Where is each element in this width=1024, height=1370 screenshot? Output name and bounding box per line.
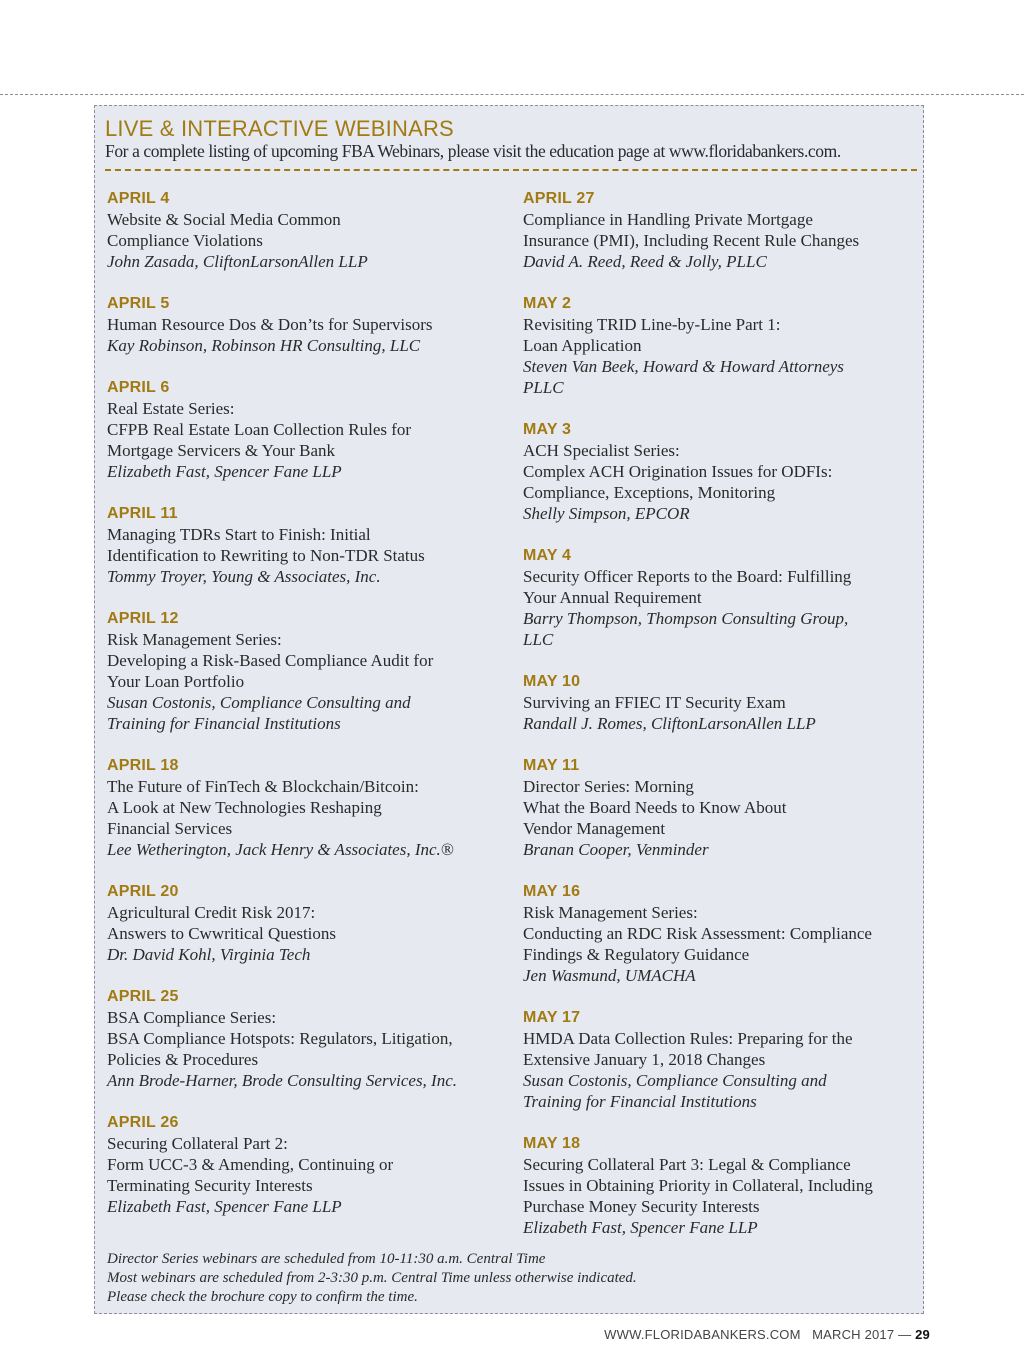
webinar-date: APRIL 25 [107,988,179,1005]
schedule-notes [107,1250,637,1307]
webinar-presenter: Susan Costonis, Compliance Consulting and [107,693,411,712]
webinar-date: APRIL 12 [107,610,179,627]
webinar-date: APRIL 18 [107,757,179,774]
webinar-date: APRIL 6 [107,379,170,396]
webinar-title-line: Financial Services [107,819,233,838]
webinar-entry [523,1007,923,1112]
webinar-entry [107,293,507,356]
webinar-title-line: A Look at New Technologies Reshaping [107,798,382,817]
webinar-date: APRIL 5 [107,295,170,312]
webinar-title-line: Loan Application [523,336,642,355]
webinar-title-line: Securing Collateral Part 2: [107,1134,288,1153]
webinar-title-line: Website & Social Media Common [107,210,341,229]
webinar-title-line: Identification to Rewriting to Non-TDR Status [107,546,425,565]
events-column-left [107,188,507,1238]
webinar-presenter: PLLC [523,378,564,397]
webinar-date: MAY 2 [523,295,572,312]
webinar-title-line: Security Officer Reports to the Board: Fulfilling [523,567,852,586]
webinar-title-line: Conducting an RDC Risk Assessment: Compliance [523,924,872,943]
webinar-presenter: Jen Wasmund, UMACHA [523,966,696,985]
panel-title: LIVE & INTERACTIVE WEBINARS [105,116,454,141]
webinar-entry [107,377,507,482]
webinar-title-line: Your Annual Requirement [523,588,702,607]
webinar-entry [107,755,507,860]
webinar-presenter: LLC [523,630,554,649]
webinar-presenter: Elizabeth Fast, Spencer Fane LLP [523,1218,758,1237]
webinar-title-line: Form UCC-3 & Amending, Continuing or [107,1155,394,1174]
webinar-presenter: Shelly Simpson, EPCOR [523,504,690,523]
webinar-title-line: Managing TDRs Start to Finish: Initial [107,525,371,544]
webinar-title-line: Compliance Violations [107,231,263,250]
webinar-date: MAY 10 [523,673,581,690]
webinar-date: APRIL 11 [107,505,178,522]
webinar-entry [107,503,507,587]
webinar-date: APRIL 27 [523,190,595,207]
webinar-date: MAY 16 [523,883,581,900]
footer-site: WWW.FLORIDABANKERS.COM [604,1327,801,1342]
events-column-right [523,188,923,1259]
webinar-title-line: Compliance in Handling Private Mortgage [523,210,813,229]
webinar-title-line: Vendor Management [523,819,666,838]
webinar-presenter: Randall J. Romes, CliftonLarsonAllen LLP [523,714,816,733]
page-footer [604,1327,930,1342]
webinar-presenter: Elizabeth Fast, Spencer Fane LLP [107,462,342,481]
webinar-title-line: Answers to Cwwritical Questions [107,924,337,943]
webinar-entry [107,1112,507,1217]
webinar-title-line: Risk Management Series: [107,630,282,649]
webinar-presenter: Lee Wetherington, Jack Henry & Associates, Inc.® [107,840,454,859]
webinar-title-line: CFPB Real Estate Loan Collection Rules for [107,420,412,439]
top-dashed-rule [0,94,1024,95]
webinar-title-line: Insurance (PMI), Including Recent Rule Changes [523,231,860,250]
webinar-title-line: What the Board Needs to Know About [523,798,787,817]
webinar-presenter: Tommy Troyer, Young & Associates, Inc. [107,567,381,586]
webinar-title-line: Securing Collateral Part 3: Legal & Compliance [523,1155,851,1174]
webinar-title-line: Purchase Money Security Interests [523,1197,760,1216]
webinar-entry [523,293,923,398]
webinar-title-line: Director Series: Morning [523,777,694,796]
webinar-title-line: Developing a Risk-Based Compliance Audit for [107,651,434,670]
footer-issue: MARCH 2017 — [812,1327,912,1342]
webinar-entry [107,188,507,272]
webinar-title-line: Compliance, Exceptions, Monitoring [523,483,776,502]
webinar-title-line: BSA Compliance Hotspots: Regulators, Litigation, [107,1029,453,1048]
webinar-date: MAY 3 [523,421,572,438]
webinar-entry [523,545,923,650]
webinar-title-line: Mortgage Servicers & Your Bank [107,441,336,460]
schedule-note: Director Series webinars are scheduled from 10-11:30 a.m. Central Time [107,1251,546,1267]
webinar-entry [523,188,923,272]
panel-divider [105,169,917,171]
webinar-presenter: Kay Robinson, Robinson HR Consulting, LLC [107,336,421,355]
webinar-presenter: Training for Financial Institutions [523,1092,757,1111]
webinar-title-line: The Future of FinTech & Blockchain/Bitcoin: [107,777,419,796]
webinar-entry [523,755,923,860]
webinar-presenter: Barry Thompson, Thompson Consulting Group, [523,609,849,628]
webinar-title-line: Human Resource Dos & Don’ts for Supervisors [107,315,433,334]
schedule-note: Please check the brochure copy to confirm the time. [107,1289,418,1305]
webinar-presenter: Steven Van Beek, Howard & Howard Attorneys [523,357,844,376]
webinar-title-line: Your Loan Portfolio [107,672,245,691]
webinar-title-line: Policies & Procedures [107,1050,259,1069]
webinar-entry [107,608,507,734]
webinar-presenter: Elizabeth Fast, Spencer Fane LLP [107,1197,342,1216]
webinar-entry [523,1133,923,1238]
webinar-presenter: Training for Financial Institutions [107,714,341,733]
webinar-title-line: ACH Specialist Series: [523,441,680,460]
webinar-presenter: John Zasada, CliftonLarsonAllen LLP [107,252,368,271]
webinar-date: MAY 17 [523,1009,581,1026]
webinar-title-line: Risk Management Series: [523,903,698,922]
webinar-date: APRIL 4 [107,190,170,207]
webinar-presenter: David A. Reed, Reed & Jolly, PLLC [523,252,767,271]
webinar-entry [107,986,507,1091]
webinar-title-line: Complex ACH Origination Issues for ODFIs: [523,462,833,481]
webinar-entry [523,881,923,986]
webinar-date: MAY 18 [523,1135,581,1152]
webinar-title-line: Extensive January 1, 2018 Changes [523,1050,766,1069]
webinar-entry [523,671,923,734]
webinar-presenter: Ann Brode-Harner, Brode Consulting Services, Inc. [107,1071,458,1090]
webinar-presenter: Susan Costonis, Compliance Consulting and [523,1071,827,1090]
webinar-title-line: HMDA Data Collection Rules: Preparing for the [523,1029,853,1048]
webinar-presenter: Dr. David Kohl, Virginia Tech [107,945,311,964]
page-number: 29 [915,1327,930,1342]
webinar-title-line: Terminating Security Interests [107,1176,313,1195]
webinar-title-line: BSA Compliance Series: [107,1008,277,1027]
webinar-title-line: Agricultural Credit Risk 2017: [107,903,316,922]
webinar-date: MAY 4 [523,547,572,564]
panel-subtitle: For a complete listing of upcoming FBA Webinars, please visit the education page at www.floridabankers.com. [105,141,841,161]
webinar-entry [523,419,923,524]
schedule-note: Most webinars are scheduled from 2-3:30 p.m. Central Time unless otherwise indicated. [107,1270,637,1286]
webinar-date: APRIL 26 [107,1114,179,1131]
webinar-title-line: Surviving an FFIEC IT Security Exam [523,693,786,712]
webinar-title-line: Issues in Obtaining Priority in Collateral, Including [523,1176,873,1195]
webinar-presenter: Branan Cooper, Venminder [523,840,709,859]
webinar-entry [107,881,507,965]
webinar-date: APRIL 20 [107,883,179,900]
webinar-title-line: Real Estate Series: [107,399,235,418]
webinar-title-line: Findings & Regulatory Guidance [523,945,750,964]
webinar-title-line: Revisiting TRID Line-by-Line Part 1: [523,315,781,334]
webinar-date: MAY 11 [523,757,580,774]
